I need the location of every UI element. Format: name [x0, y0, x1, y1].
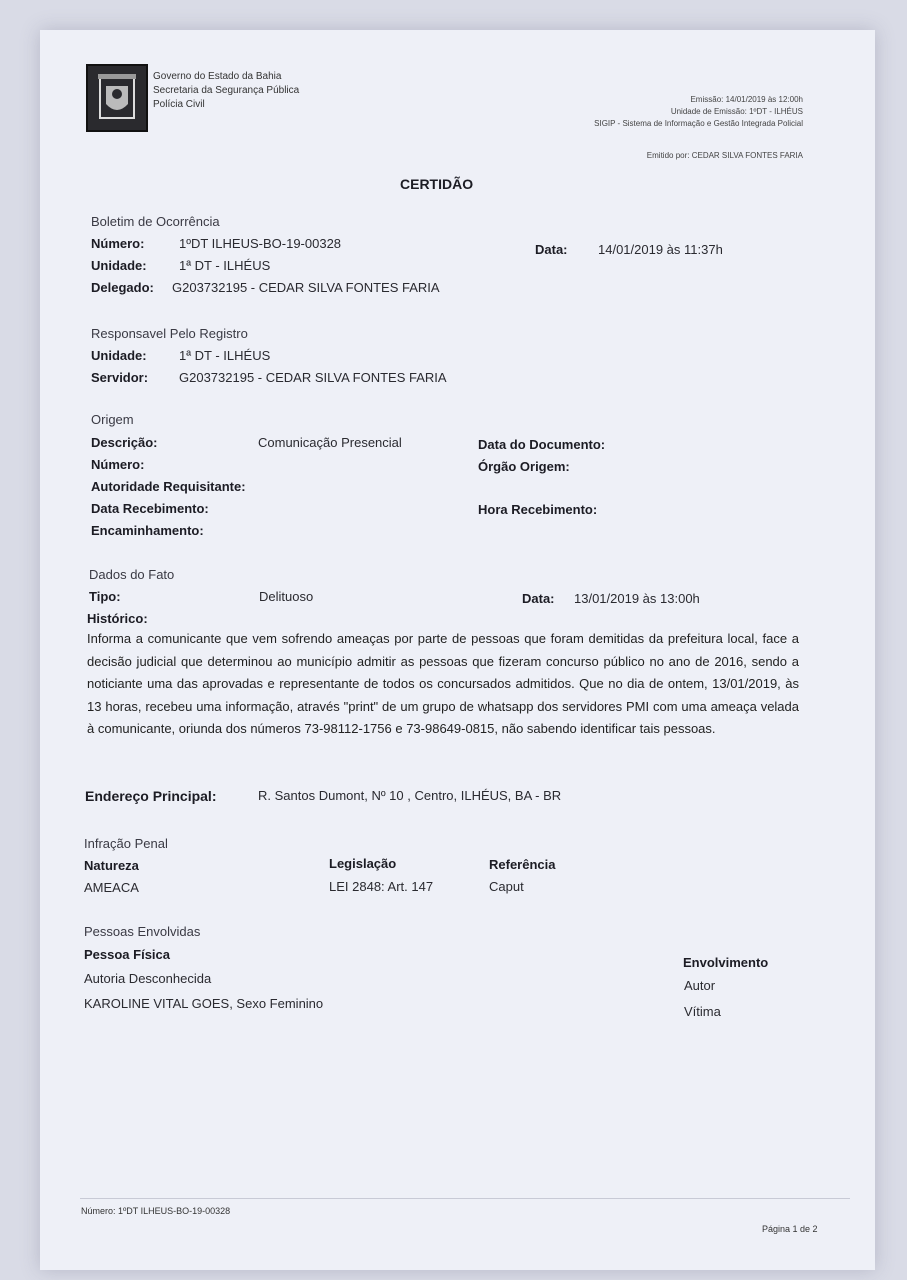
- pessoas-section-title: Pessoas Envolvidas: [84, 924, 201, 939]
- infracao-section-title: Infração Penal: [84, 836, 168, 851]
- signed-by: Emitido por: CEDAR SILVA FONTES FARIA: [646, 151, 803, 160]
- org-line-3: Polícia Civil: [153, 99, 205, 110]
- person-role: Autor: [684, 978, 716, 993]
- page-title: CERTIDÃO: [400, 176, 474, 192]
- responsavel-section-title: Responsavel Pelo Registro: [91, 326, 248, 341]
- numero-value: 1ºDT ILHEUS-BO-19-00328: [179, 236, 342, 251]
- tipo-label: Tipo:: [89, 589, 121, 604]
- data-label: Data:: [535, 242, 568, 257]
- autoridade-label: Autoridade Requisitante:: [91, 479, 246, 494]
- data-value: 14/01/2019 às 11:37h: [598, 242, 723, 257]
- data-recebimento-label: Data Recebimento:: [91, 501, 209, 516]
- servidor-value: G203732195 - CEDAR SILVA FONTES FARIA: [179, 370, 447, 385]
- hora-recebimento-label: Hora Recebimento:: [478, 502, 598, 517]
- resp-unidade-value: 1ª DT - ILHÉUS: [179, 348, 271, 363]
- data-documento-label: Data do Documento:: [478, 437, 606, 452]
- legislacao-header: Legislação: [329, 856, 397, 871]
- document-page: [40, 30, 875, 1270]
- referencia-value: Caput: [489, 879, 524, 894]
- descricao-value: Comunicação Presencial: [258, 435, 402, 450]
- legislacao-value: LEI 2848: Art. 147: [329, 879, 434, 894]
- fato-data-value: 13/01/2019 às 13:00h: [574, 591, 700, 606]
- origem-numero-label: Número:: [91, 457, 145, 472]
- person-name: KAROLINE VITAL GOES, Sexo Feminino: [84, 996, 324, 1011]
- endereco-label: Endereço Principal:: [85, 788, 217, 804]
- person-role: Vítima: [684, 1004, 721, 1019]
- footer-numero: Número: 1ºDT ILHEUS-BO-19-00328: [81, 1206, 231, 1216]
- org-line-1: Governo do Estado da Bahia: [153, 71, 282, 82]
- org-line-2: Secretaria da Segurança Pública: [153, 85, 300, 96]
- encaminhamento-label: Encaminhamento:: [91, 523, 204, 538]
- unidade-label: Unidade:: [91, 258, 147, 273]
- footer-divider: [80, 1198, 850, 1199]
- boletim-section-title: Boletim de Ocorrência: [91, 214, 220, 229]
- person-name: Autoria Desconhecida: [84, 971, 212, 986]
- fato-data-label: Data:: [522, 591, 555, 606]
- natureza-value: AMEACA: [84, 880, 139, 895]
- page-number: Página 1 de 2: [762, 1224, 818, 1234]
- tipo-value: Delituoso: [259, 589, 314, 604]
- numero-label: Número:: [91, 236, 145, 251]
- resp-unidade-label: Unidade:: [91, 348, 147, 363]
- delegado-value: G203732195 - CEDAR SILVA FONTES FARIA: [172, 280, 440, 295]
- natureza-header: Natureza: [84, 858, 139, 873]
- envolvimento-header: Envolvimento: [683, 955, 769, 970]
- fato-section-title: Dados do Fato: [89, 567, 175, 582]
- historico-label: Histórico:: [87, 611, 148, 626]
- referencia-header: Referência: [489, 857, 556, 872]
- system-name: SIGIP - Sistema de Informação e Gestão Integrada Policial: [594, 119, 803, 128]
- emission-unit: Unidade de Emissão: 1ºDT - ILHÉUS: [670, 107, 803, 116]
- coat-of-arms-logo: [86, 64, 148, 132]
- emission-info: Emissão: 14/01/2019 às 12:00h: [690, 95, 803, 104]
- endereco-value: R. Santos Dumont, Nº 10 , Centro, ILHÉUS, BA - BR: [258, 788, 562, 803]
- descricao-label: Descrição:: [91, 435, 158, 450]
- historico-text: Informa a comunicante que vem sofrendo ameaças por parte de pessoas que foram demitidas da prefeitura local, face a decisão judicial que determinou ao município admitir as pessoas que fizeram concurso público no ano de 2016, sendo a noticiante uma das aprovadas e representante de todos os concursados admitidos. Que no dia de ontem, 13/01/2019, às 13 horas, recebeu uma informação, através "print" de um grupo de whatsapp dos servidores PMI com uma ameaça velada à comunicante, oriunda dos números 73-98112-1756 e 73-98649-0815, não sabendo identificar tais pessoas.: [87, 631, 799, 736]
- pessoa-fisica-header: Pessoa Física: [84, 947, 170, 962]
- delegado-label: Delegado:: [91, 280, 154, 295]
- origem-section-title: Origem: [91, 412, 134, 427]
- orgao-origem-label: Órgão Origem:: [478, 459, 570, 474]
- servidor-label: Servidor:: [91, 370, 149, 385]
- unidade-value: 1ª DT - ILHÉUS: [179, 258, 271, 273]
